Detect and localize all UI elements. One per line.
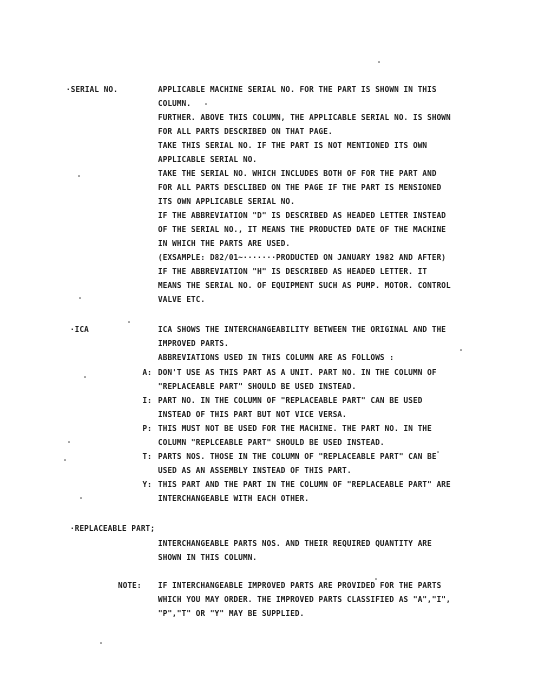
ica-code-text: COLUMN "REPLCEABLE PART" SHOULD BE USED INSTEAD. — [158, 438, 385, 447]
serial-line: IF THE ABBREVIATION "D" IS DESCRIBED AS HEADED LETTER INSTEAD — [158, 211, 447, 220]
ica-code-text: THIS PART AND THE PART IN THE COLUMN OF "REPLACEABLE PART" ARE — [158, 480, 451, 489]
serial-line: FOR ALL PARTS DESCLIBED ON THE PAGE IF THE PART IS MENSIONED — [158, 183, 442, 192]
ica-code-text: PART NO. IN THE COLUMN OF "REPLACEABLE PART" CAN BE USED — [158, 396, 423, 405]
scan-speck — [84, 376, 86, 378]
serial-line: ITS OWN APPLICABLE SERIAL NO. — [158, 197, 295, 206]
ica-code-text: "REPLACEABLE PART" SHOULD BE USED INSTEAD. — [158, 382, 357, 391]
ica-code-a: A: — [142, 368, 152, 377]
ica-code-text: THIS MUST NOT BE USED FOR THE MACHINE. THE PART NO. IN THE — [158, 424, 432, 433]
serial-line: FURTHER. ABOVE THIS COLUMN, THE APPLICABLE SERIAL NO. IS SHOWN — [158, 113, 451, 122]
note-line: "P","T" OR "Y" MAY BE SUPPLIED. — [158, 609, 305, 618]
scan-speck — [128, 321, 130, 323]
ica-code-text: DON'T USE AS THIS PART AS A UNIT. PART NO. IN THE COLUMN OF — [158, 368, 437, 377]
serial-line: IF THE ABBREVIATION "H" IS DESCRIBED AS HEADED LETTER. IT — [158, 267, 428, 276]
serial-no-heading: ·SERIAL NO. — [66, 85, 118, 94]
replaceable-part-heading: ·REPLACEABLE PART; — [70, 524, 155, 533]
note-line: WHICH YOU MAY ORDER. THE IMPROVED PARTS CLASSIFIED AS "A","I", — [158, 595, 451, 604]
serial-line: TAKE THE SERIAL NO. WHICH INCLUDES BOTH OF FOR THE PART AND — [158, 169, 437, 178]
ica-code-text: INTERCHANGEABLE WITH EACH OTHER. — [158, 494, 310, 503]
scan-speck — [460, 349, 462, 351]
ica-code-text: USED AS AN ASSEMBLY INSTEAD OF THIS PART. — [158, 466, 352, 475]
ica-heading: ·ICA — [70, 325, 89, 334]
serial-line: IN WHICH THE PARTS ARE USED. — [158, 239, 291, 248]
serial-line: TAKE THIS SERIAL NO. IF THE PART IS NOT MENTIONED ITS OWN — [158, 141, 428, 150]
replaceable-line: SHOWN IN THIS COLUMN. — [158, 553, 258, 562]
serial-line: VALVE ETC. — [158, 295, 206, 304]
serial-line: APPLICABLE MACHINE SERIAL NO. FOR THE PART IS SHOWN IN THIS — [158, 85, 437, 94]
scan-speck — [78, 175, 80, 177]
scan-speck — [80, 497, 82, 499]
scan-speck — [437, 451, 439, 453]
scan-speck — [64, 459, 66, 461]
scan-speck — [375, 578, 377, 580]
scan-speck — [100, 642, 102, 644]
ica-code-p: P: — [142, 424, 152, 433]
note-label: NOTE: — [118, 581, 142, 590]
ica-code-text: PARTS NOS. THOSE IN THE COLUMN OF "REPLACEABLE PART" CAN BE — [158, 452, 437, 461]
ica-code-t: T: — [142, 452, 152, 461]
scan-speck — [68, 441, 70, 443]
ica-intro-line: IMPROVED PARTS. — [158, 339, 229, 348]
replaceable-line: INTERCHANGEABLE PARTS NOS. AND THEIR REQUIRED QUANTITY ARE — [158, 539, 432, 548]
ica-intro-line: ABBREVIATIONS USED IN THIS COLUMN ARE AS FOLLOWS : — [158, 353, 395, 362]
ica-code-i: I: — [142, 396, 152, 405]
serial-line: FOR ALL PARTS DESCRIBED ON THAT PAGE. — [158, 127, 333, 136]
serial-line: COLUMN. — [158, 99, 192, 108]
serial-line: MEANS THE SERIAL NO. OF EQUIPMENT SUCH AS PUMP. MOTOR. CONTROL — [158, 281, 451, 290]
serial-line: OF THE SERIAL NO., IT MEANS THE PRODUCTED DATE OF THE MACHINE — [158, 225, 447, 234]
scan-speck — [79, 297, 81, 299]
ica-code-y: Y: — [142, 480, 152, 489]
serial-line: APPLICABLE SERIAL NO. — [158, 155, 258, 164]
scan-speck — [378, 61, 380, 63]
ica-code-text: INSTEAD OF THIS PART BUT NOT VICE VERSA. — [158, 410, 347, 419]
serial-line: (EXSAMPLE: D82/01~·······PRODUCTED ON JANUARY 1982 AND AFTER) — [158, 253, 447, 262]
note-line: IF INTERCHANGEABLE IMPROVED PARTS ARE PROVIDED FOR THE PARTS — [158, 581, 442, 590]
scan-speck — [205, 103, 207, 105]
ica-intro-line: ICA SHOWS THE INTERCHANGEABILITY BETWEEN THE ORIGINAL AND THE — [158, 325, 447, 334]
